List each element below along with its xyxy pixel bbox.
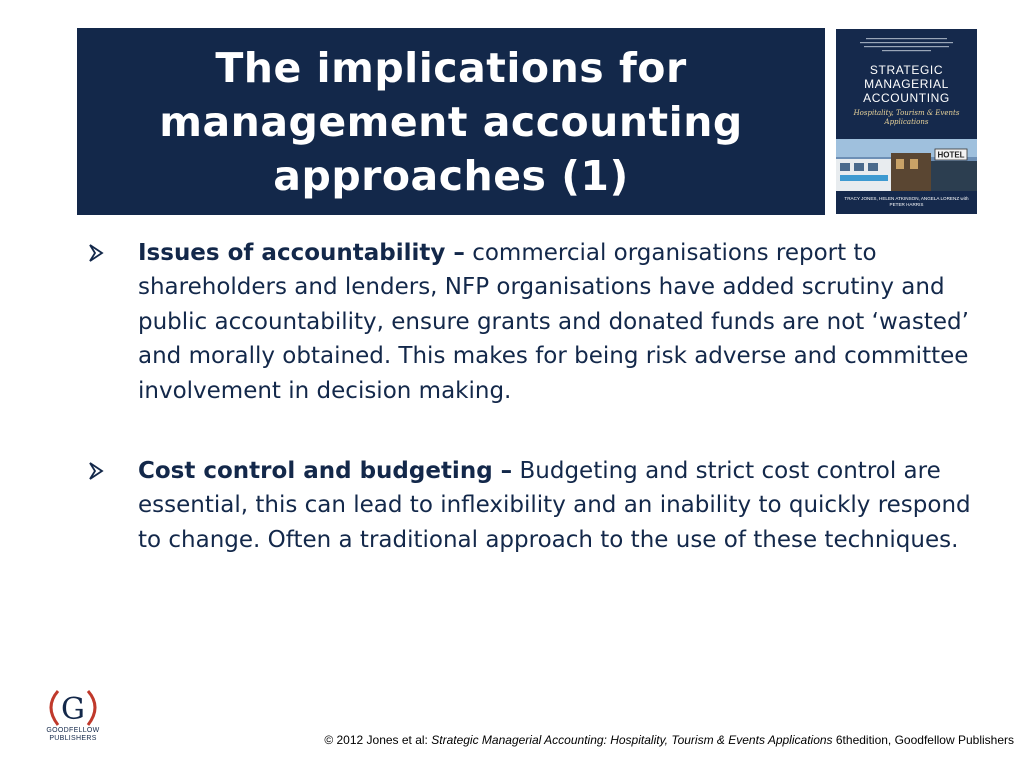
logo-letter: G — [61, 692, 85, 727]
bullet-heading: Issues of accountability – — [138, 240, 465, 266]
slide-title: The implications for management accounting approaches (1) — [159, 43, 743, 200]
arrow-bullet-icon — [88, 243, 110, 263]
bullet-body: Budgeting and strict cost control are essential, this can lead to inflexibility and an inability to quickly respond to change. Often a traditional approach to the use of these techniques. — [138, 458, 971, 553]
title-banner — [77, 28, 825, 215]
footer-citation — [324, 733, 1014, 747]
book-cover-subtitle: Hospitality, Tourism & Events Applications — [853, 109, 960, 126]
book-cover-blurb — [846, 37, 967, 58]
book-cover-photo — [836, 139, 977, 191]
footer-book-title: Strategic Managerial Accounting: Hospitality, Tourism & Events Applications — [431, 733, 833, 747]
footer-suffix: 6thedition, Goodfellow Publishers — [832, 733, 1014, 747]
bullet-heading: Cost control and budgeting – — [138, 458, 513, 485]
logo-wordmark: GOODFELLOW PUBLISHERS — [46, 727, 100, 742]
book-cover-hotel-sign: HOTEL — [937, 150, 965, 160]
bullet-accountability — [88, 236, 988, 408]
book-cover-blurb-lines — [846, 37, 967, 57]
footer-prefix: © 2012 Jones et al: — [324, 733, 432, 747]
bullet-list — [88, 236, 988, 557]
bullet-cost-control — [88, 454, 988, 557]
book-cover-title: STRATEGIC MANAGERIAL ACCOUNTING — [863, 63, 950, 105]
book-cover-image: STRATEGIC MANAGERIAL ACCOUNTING Hospitality, Tourism & Events Applications HOTEL TRACY JONES, HELEN ATKINSON, ANGELA LORENZ with PETER HARRIS G — [836, 29, 977, 214]
bullet-body: commercial organisations report to shareholders and lenders, NFP organisations have added scrutiny and public accountability, ensure grants and donated funds are not ‘wasted’ and morally obtained. This makes for being risk adverse and committee involvement in decision making. — [138, 240, 969, 404]
arrow-bullet-icon — [88, 461, 110, 481]
book-cover-authors: TRACY JONES, HELEN ATKINSON, ANGELA LORENZ with PETER HARRIS — [844, 196, 969, 207]
